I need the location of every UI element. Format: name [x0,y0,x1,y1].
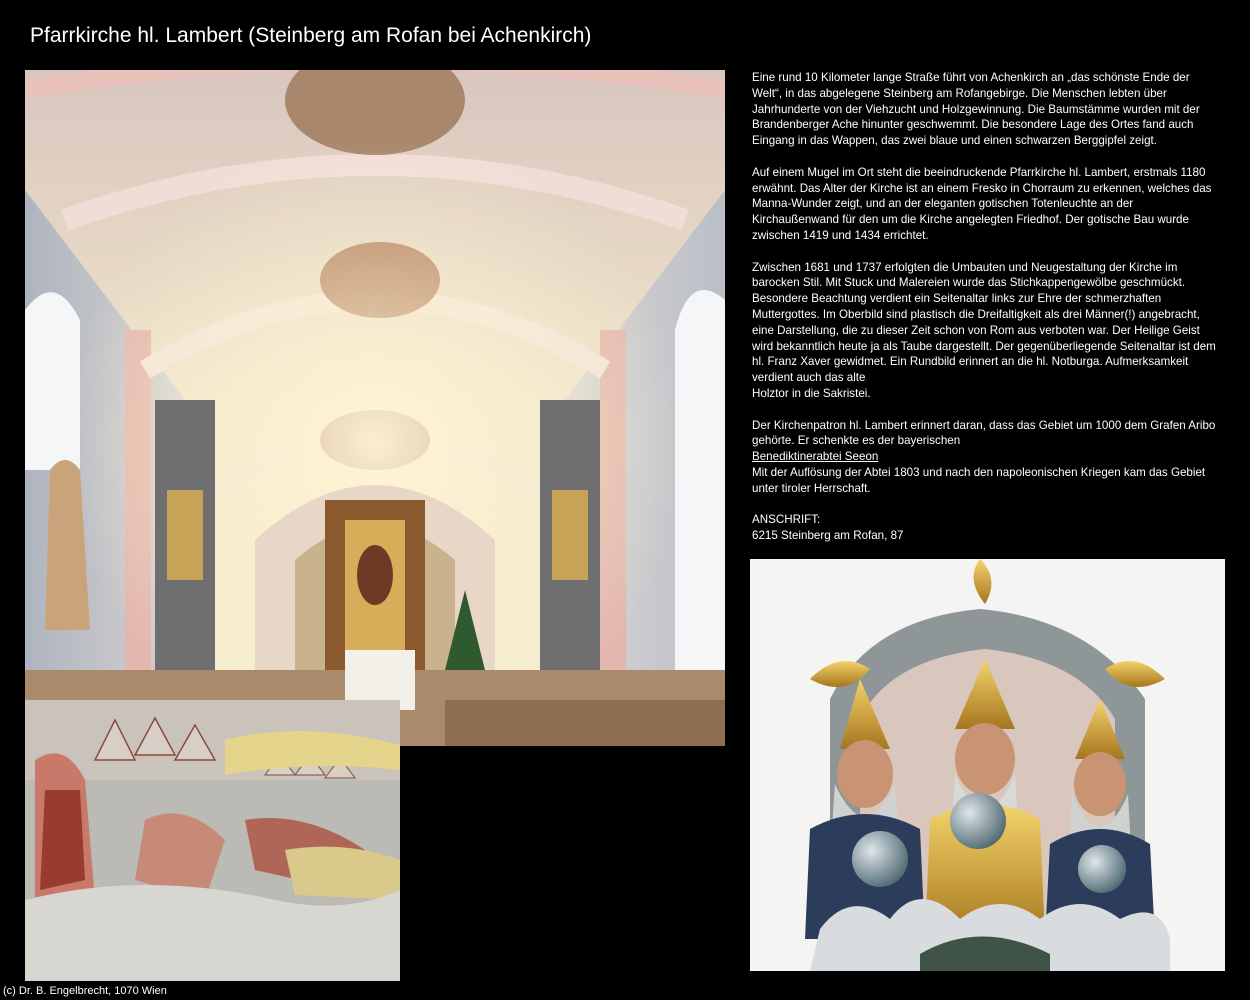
copyright-footer: (c) Dr. B. Engelbrecht, 1070 Wien [3,985,167,997]
address-value: 6215 Steinberg am Rofan, 87 [752,529,904,543]
address-block [752,512,1222,544]
description-sentence: Holztor in die Sakristei. [752,386,871,400]
church-interior-photo [25,70,725,746]
trinity-sculpture-photo [750,559,1225,971]
description-paragraph [752,260,1222,402]
description-paragraph [752,418,1222,497]
description-text [752,70,1222,560]
description-sentence: Auf einem Mugel im Ort steht die beeindruckende Pfarrkirche hl. Lambert, erstmals 1180 erwähnt. Das Alter der Kirche ist an einem Fresko in Chorraum zu erkennen, welches das Manna-Wunder zeigt, und an der eleganten gotischen Totenleuchte an der Kirchaußenwand für den um die Kirche angelegten Friedhof. Der gotische Bau wurde zwischen 1419 und 1434 errichtet. [752,165,1212,242]
manna-fresco-photo [25,700,400,981]
description-paragraph [752,165,1222,244]
description-sentence: Zwischen 1681 und 1737 erfolgten die Umbauten und Neugestaltung der Kirche im barocken Stil. Mit Stuck und Malereien wurde das Stichkappengewölbe geschmückt. Besondere Beachtung verdient ein Seitenaltar links zur Ehre der schmerzhaften Muttergottes. Im Oberbild sind plastisch die Dreifaltigkeit als drei Männer(!) angebracht, eine Darstellung, die zu dieser Zeit schon von Rom aus verboten war. Der Heilige Geist wird bekanntlich heute ja als Taube dargestellt. Der gegenüberliegende Seitenaltar ist dem hl. Franz Xaver gewidmet. Ein Rundbild erinnert an die hl. Notburga. Aufmerksamkeit verdient auch das alte [752,260,1216,385]
seeon-abbey-link[interactable]: Benediktinerabtei Seeon [752,450,879,464]
address-label: ANSCHRIFT: [752,513,821,527]
description-sentence: Der Kirchenpatron hl. Lambert erinnert daran, dass das Gebiet um 1000 dem Grafen Aribo gehörte. Er schenkte es der bayerischen [752,418,1216,448]
description-paragraph: Eine rund 10 Kilometer lange Straße führt von Achenkirch an „das schönste Ende der Welt“, in das abgelegene Steinberg am Rofangebirge. Die Menschen lebten über Jahrhunderte von der Viehzucht und Holzgewinnung. Die Baumstämme wurden mit der Brandenberger Ache hinunter geschwemmt. Die besondere Lage des Ortes fand auch Eingang in das Wappen, das zwei blaue und einen schwarzen Berggipfel zeigt. [752,71,1200,148]
description-sentence: Mit der Auflösung der Abtei 1803 und nach den napoleonischen Kriegen kam das Gebiet unter tiroler Herrschaft. [752,465,1206,495]
page-title: Pfarrkirche hl. Lambert (Steinberg am Rofan bei Achenkirch) [30,24,592,47]
